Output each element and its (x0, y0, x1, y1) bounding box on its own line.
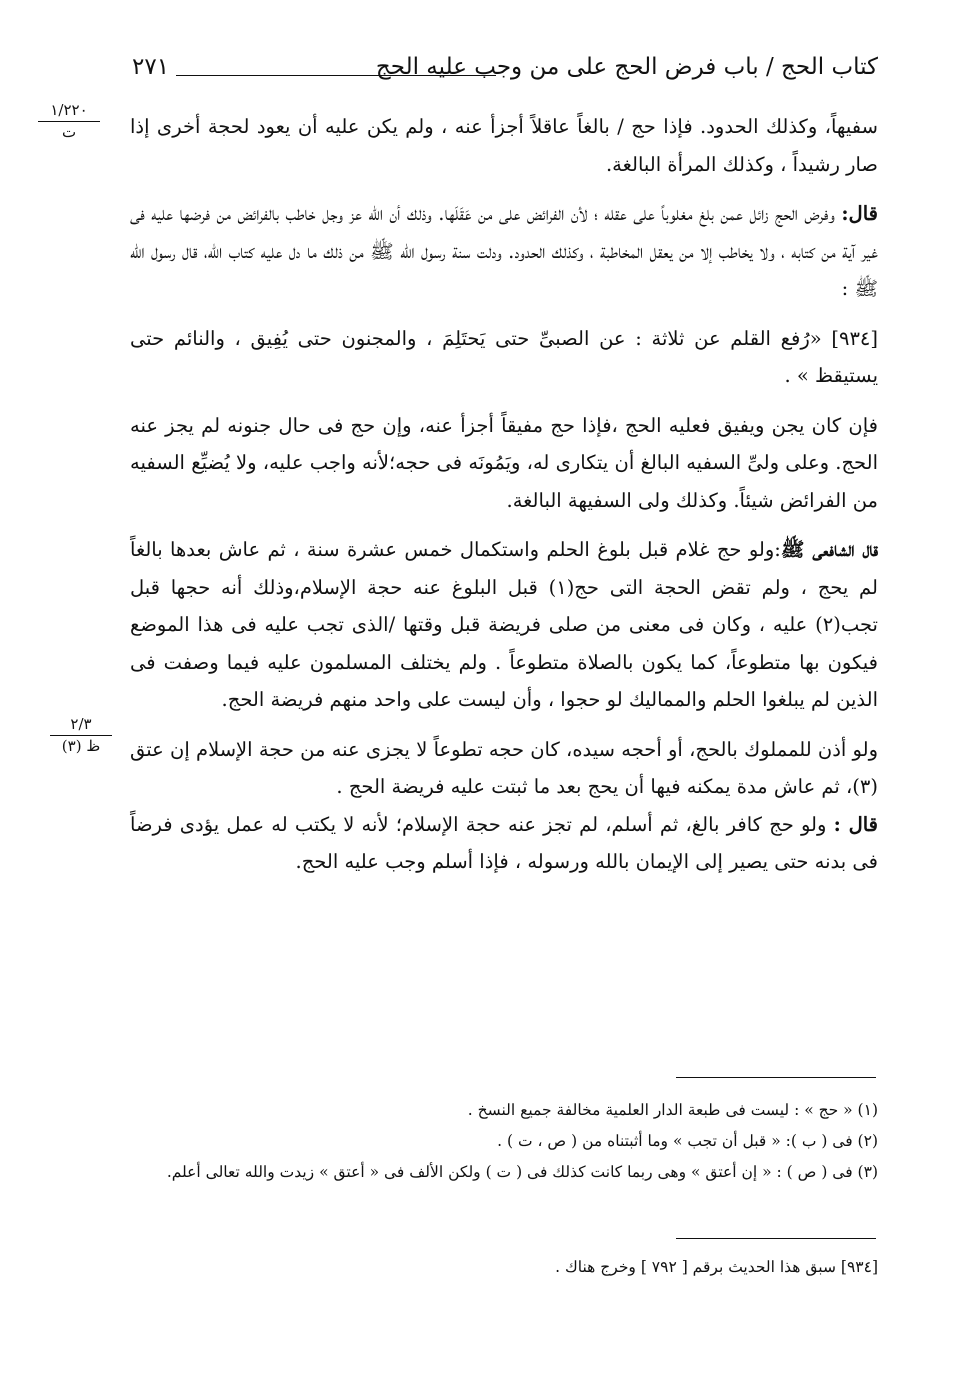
hadith-source-note: [٩٣٤] سبق هذا الحديث برقم [ ٧٩٢ ] وخرج هناك . (555, 1258, 878, 1276)
speaker-lead: قال: (841, 202, 878, 225)
margin-note-ref-number: ١/٢٢٠ (38, 100, 100, 122)
paragraph-text: :ولو حج غلام قبل بلوغ الحلم واستكمال خمس عشرة سنة ، ثم عاش بعدها بالغاً لم يحج ، ولم تقض الحجة التى حج(١) قبل البلوغ عنه حجة الإسلام،وذلك أنه حجها قبل تجب(٢) عليه ، وكان فى معنى من صلى فريضة قبل وقتها /الذى تجب عليه فى هذا الموضع فيكون بها متطوعاً، كما يكون بالصلاة متطوعاً . ولم يختلف المسلمون عليه فيما وصفت فى الذين لم يبلغوا الحلم والمماليك لو حجوا ، وأن ليست على واحد منهم فريضة الحج. (130, 538, 878, 711)
running-title: كتاب الحج / باب فرض الحج على من وجب عليه الحج (375, 54, 878, 80)
footnote: (١) « حج » : ليست فى طبعة الدار العلمية مخالفة جميع النسخ . (467, 1101, 878, 1119)
paragraph (130, 531, 878, 719)
paragraph (130, 195, 878, 308)
source-note-rule (676, 1238, 876, 1239)
margin-note-ref-number: ٢/٣ (50, 714, 112, 736)
main-text (130, 108, 878, 881)
paragraph (130, 806, 878, 881)
paragraph: فإن كان يجن ويفيق فعليه الحج ،فإذا حج مفيقاً أجزأ عنه، وإن حج فى حال جنونه لم يجز عنه الحج. وعلى ولىِّ السفيه البالغ أن يتكارى له، ويَمُونَه فى حجه؛لأنه واجب عليه، ولا يُضيِّع السفيه من الفرائض شيئاً. وكذلك ولى السفيهة البالغة. (130, 413, 878, 512)
paragraph: سفيهاً، وكذلك الحدود. فإذا حج / بالغاً عاقلاً أجزأ عنه ، ولم يكن عليه أن يعود لحجة أخرى إذا صار رشيداً ، وكذلك المرأة البالغة. (130, 115, 878, 176)
header-rule (176, 75, 496, 76)
hadith-paragraph: [٩٣٤] «رُفع القلم عن ثلاثة : عن الصبىِّ حتى يَحتَلِمَ ، والمجنون حتى يُفِيق ، والنائم حتى يستيقظ » . (130, 326, 878, 387)
footnote: (٣) فى ( ص ) : « إن أعتق » وهى ربما كانت كذلك فى ( ت ) ولكن الألف فى « أعتق » زيدت والله تعالى أعلم. (166, 1163, 878, 1181)
page-header (130, 52, 878, 92)
margin-note-ref-siglum: ت (61, 123, 77, 141)
footnote: (٢) فى ( ب ): « قبل أن تجب » وما أثبتناه من ( ص ، ت ) . (497, 1132, 878, 1150)
paragraph: ولو أذن للمملوك بالحج، أو أحجه سيده، كان حجه تطوعاً لا يجزى عنه من حجة الإسلام إن عتق (٣)، ثم عاش مدة يمكنه فيها أن يحج بعد ما ثبتت عليه فريضة الحج . (130, 737, 878, 798)
speaker-lead: قال : (833, 812, 878, 836)
paragraph-text: وفرض الحج زائل عمن بلغ مغلوباً على عقله ؛ لأن الفرائض على من عَقَلَها. وذلك أن الله عز وجل خاطب بالفرائض من فرضها عليه فى غير آية من كتابه ، ولا يخاطب إلا من يعقل المخاطبة ، وكذلك الحدود. ودلت سنة رسول الله ﷺ من ذلك ما دل عليه كتاب الله، قال رسول الله ﷺ : (130, 202, 878, 300)
margin-note-manuscript-ref (50, 714, 112, 756)
margin-note-manuscript-ref (38, 100, 100, 142)
footnotes (130, 1095, 878, 1188)
margin-note-ref-siglum: ظ (٣) (61, 737, 101, 755)
page-number: ٢٧١ (132, 54, 170, 80)
footnote-rule (676, 1077, 876, 1078)
speaker-lead: قال الشافعى ﷺ (780, 538, 878, 561)
paragraph-text: ولو حج كافر بالغ، ثم أسلم، لم تجز عنه حجة الإسلام؛ لأنه لا يكتب له عمل يؤدى فرضاً فى بدنه حتى يصير إلى الإيمان بالله ورسوله ، فإذا أسلم وجب عليه الحج. (130, 812, 878, 873)
